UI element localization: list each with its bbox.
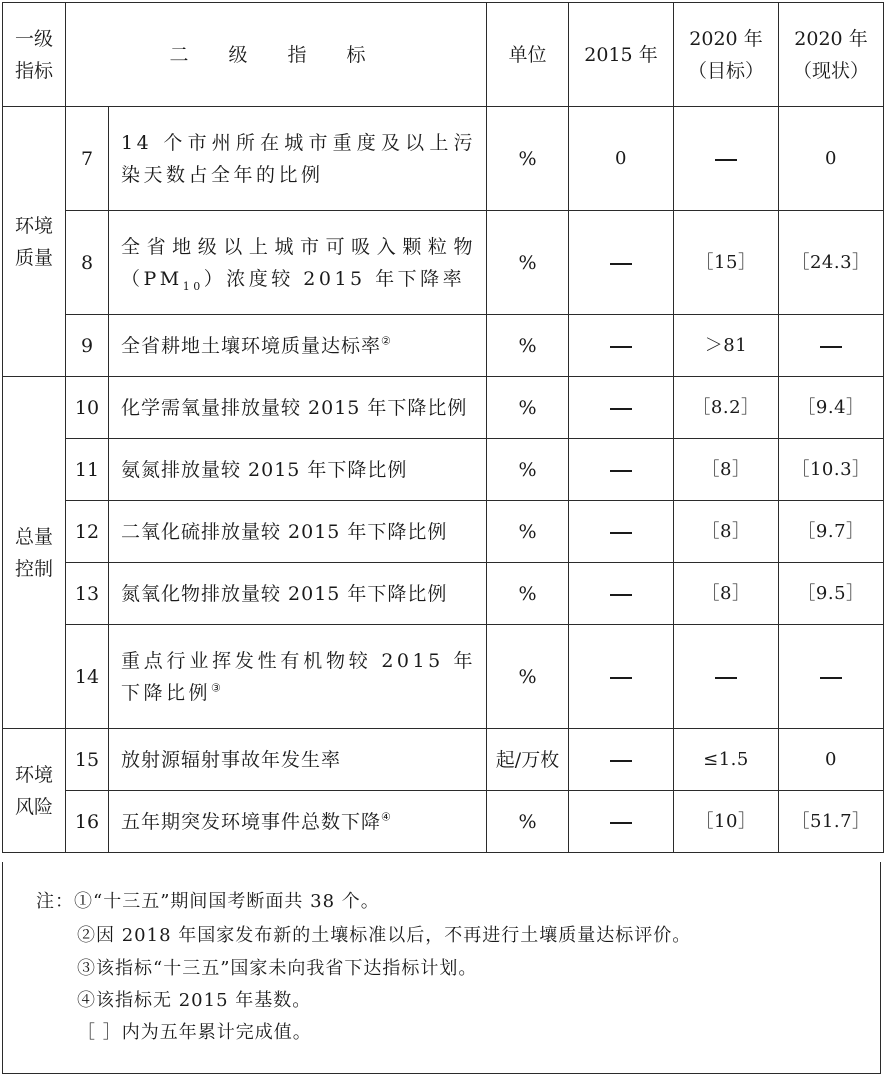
indicator-description	[109, 107, 487, 211]
value-2020-status	[779, 439, 884, 501]
pm-subscript: 10	[182, 279, 204, 293]
indicator-text: 全省耕地土壤环境质量达标率	[121, 334, 382, 357]
notes-box	[2, 862, 881, 1074]
value-2015-dash	[610, 263, 632, 265]
footnote-marker: ④	[381, 810, 392, 824]
unit-text: %	[518, 810, 537, 833]
unit-text: %	[518, 251, 537, 274]
value-2020-status	[779, 625, 884, 729]
category-cell	[3, 377, 66, 729]
unit-cell	[487, 315, 569, 377]
header-level1	[3, 3, 66, 107]
unit-cell	[487, 211, 569, 315]
indicator-description	[109, 501, 487, 563]
row-number-text: 8	[80, 251, 94, 274]
value-2020-status	[779, 315, 884, 377]
unit-text: %	[518, 520, 537, 543]
value-2020-target-text: ＞81	[704, 335, 748, 356]
row-number	[66, 791, 109, 853]
header-2015-text: 2015 年	[584, 43, 658, 66]
value-2020-status-text: ［10.3］	[791, 459, 871, 480]
indicator-table	[2, 2, 884, 853]
indicator-text: 重点行业挥发性有机物较 2015 年下降比例	[121, 649, 476, 704]
value-2020-status	[779, 501, 884, 563]
header-level1-text: 一级指标	[14, 27, 53, 82]
row-number-text: 13	[74, 582, 100, 605]
row-number-text: 14	[74, 665, 100, 688]
table-row	[3, 501, 884, 563]
unit-text: 起/万枚	[495, 748, 560, 771]
unit-cell	[487, 107, 569, 211]
row-number	[66, 501, 109, 563]
indicator-description	[109, 563, 487, 625]
note-line: 注：①“十三五”期间国考断面共 38 个。	[36, 891, 380, 912]
indicator-text-part1: 全省地级以上城市可吸入颗粒物（PM	[121, 235, 476, 290]
value-2020-target-text: ［8］	[701, 459, 751, 480]
header-unit	[487, 3, 569, 107]
note-line: ②因 2018 年国家发布新的土壤标准以后，不再进行土壤质量达标评价。	[77, 925, 692, 946]
value-2020-target	[674, 315, 779, 377]
value-2015-dash	[610, 677, 632, 679]
value-2015	[569, 501, 674, 563]
unit-text: %	[518, 665, 537, 688]
unit-cell	[487, 729, 569, 791]
table-row	[3, 729, 884, 791]
value-2015-dash	[610, 760, 632, 762]
value-2020-status-text: 0	[825, 148, 837, 169]
value-2020-status	[779, 107, 884, 211]
category-cell	[3, 729, 66, 853]
value-2015	[569, 315, 674, 377]
table-row	[3, 791, 884, 853]
footnote-marker: ③	[211, 681, 225, 695]
value-2015	[569, 563, 674, 625]
unit-text: %	[518, 334, 537, 357]
value-2015-dash	[610, 346, 632, 348]
value-2020-target	[674, 625, 779, 729]
note-line: ③该指标“十三五”国家未向我省下达指标计划。	[77, 958, 478, 979]
value-2015-text: 0	[615, 148, 627, 169]
indicator-description	[109, 377, 487, 439]
indicator-text: 氮氧化物排放量较 2015 年下降比例	[121, 582, 448, 605]
value-2020-target-text: ［8］	[701, 583, 751, 604]
unit-cell	[487, 501, 569, 563]
value-2015-dash	[610, 822, 632, 824]
indicator-description	[109, 211, 487, 315]
header-2015	[569, 3, 674, 107]
header-unit-text: 单位	[508, 43, 547, 66]
header-row	[3, 3, 884, 107]
value-2020-target	[674, 791, 779, 853]
indicator-text: 化学需氧量排放量较 2015 年下降比例	[121, 396, 468, 419]
value-2020-target-text: ［8］	[701, 521, 751, 542]
unit-text: %	[518, 396, 537, 419]
value-2020-target	[674, 377, 779, 439]
unit-cell	[487, 377, 569, 439]
table-row	[3, 625, 884, 729]
value-2020-status-text: ［9.5］	[797, 583, 865, 604]
header-2020-target-text: 2020 年（目标）	[688, 27, 765, 82]
row-number-text: 9	[80, 334, 94, 357]
row-number	[66, 563, 109, 625]
indicator-description	[109, 439, 487, 501]
value-2020-target-text: ［15］	[695, 252, 757, 273]
value-2020-status	[779, 791, 884, 853]
indicator-text: 五年期突发环境事件总数下降	[121, 810, 382, 833]
indicator-text: 二氧化硫排放量较 2015 年下降比例	[121, 520, 448, 543]
row-number	[66, 211, 109, 315]
value-2015-dash	[610, 532, 632, 534]
unit-text: %	[518, 458, 537, 481]
table-row	[3, 107, 884, 211]
row-number	[66, 439, 109, 501]
value-2020-status-dash	[820, 677, 842, 679]
unit-cell	[487, 791, 569, 853]
value-2015	[569, 211, 674, 315]
category-name: 环境质量	[14, 214, 53, 269]
value-2015-dash	[610, 408, 632, 410]
category-name: 环境风险	[14, 763, 53, 818]
indicator-description	[109, 315, 487, 377]
value-2015	[569, 791, 674, 853]
value-2020-target	[674, 211, 779, 315]
category-cell	[3, 107, 66, 377]
category-name: 总量控制	[14, 525, 53, 580]
header-level2	[66, 3, 487, 107]
indicator-text: 氨氮排放量较 2015 年下降比例	[121, 458, 408, 481]
indicator-description	[109, 625, 487, 729]
header-level2-text: 二 级 指 标	[169, 43, 383, 66]
header-2020-target	[674, 3, 779, 107]
row-number-text: 15	[74, 748, 100, 771]
note-line: ④该指标无 2015 年基数。	[77, 990, 312, 1011]
value-2020-status-text: ［9.4］	[797, 397, 865, 418]
table-row	[3, 211, 884, 315]
row-number-text: 12	[74, 520, 100, 543]
value-2020-status	[779, 377, 884, 439]
row-number-text: 10	[74, 396, 100, 419]
unit-cell	[487, 625, 569, 729]
unit-text: %	[518, 582, 537, 605]
header-2020-status-text: 2020 年（现状）	[793, 27, 870, 82]
value-2020-status-text: ［9.7］	[797, 521, 865, 542]
value-2020-status-text: ［24.3］	[791, 252, 871, 273]
header-2020-status	[779, 3, 884, 107]
value-2015	[569, 107, 674, 211]
note-line: ［ ］内为五年累计完成值。	[77, 1022, 312, 1043]
row-number	[66, 315, 109, 377]
value-2020-status	[779, 211, 884, 315]
value-2015-dash	[610, 594, 632, 596]
value-2015	[569, 625, 674, 729]
row-number-text: 16	[74, 810, 100, 833]
indicator-text-part2: ）浓度较 2015 年下降率	[203, 267, 466, 290]
footnote-marker: ②	[381, 334, 392, 348]
value-2020-status	[779, 729, 884, 791]
row-number-text: 11	[74, 458, 100, 481]
value-2020-target-text: ［10］	[695, 811, 757, 832]
indicator-description	[109, 791, 487, 853]
row-number-text: 7	[80, 147, 94, 170]
unit-cell	[487, 439, 569, 501]
indicator-text: 放射源辐射事故年发生率	[121, 748, 342, 771]
value-2020-target	[674, 107, 779, 211]
value-2020-target	[674, 439, 779, 501]
row-number	[66, 107, 109, 211]
row-number	[66, 625, 109, 729]
value-2015-dash	[610, 470, 632, 472]
value-2020-status	[779, 563, 884, 625]
value-2015	[569, 377, 674, 439]
value-2020-target	[674, 563, 779, 625]
unit-text: %	[518, 147, 537, 170]
table-row	[3, 315, 884, 377]
value-2020-target	[674, 501, 779, 563]
value-2015	[569, 729, 674, 791]
table-row	[3, 377, 884, 439]
value-2020-status-text: 0	[825, 749, 837, 770]
value-2020-status-text: ［51.7］	[791, 811, 871, 832]
row-number	[66, 377, 109, 439]
row-number	[66, 729, 109, 791]
unit-cell	[487, 563, 569, 625]
value-2020-status-dash	[820, 346, 842, 348]
value-2015	[569, 439, 674, 501]
value-2020-target-dash	[715, 677, 737, 679]
value-2020-target-dash	[715, 159, 737, 161]
indicator-description	[109, 729, 487, 791]
value-2020-target-text: ≤1.5	[703, 749, 749, 770]
indicator-text: 14 个市州所在城市重度及以上污染天数占全年的比例	[121, 131, 476, 186]
value-2020-target-text: ［8.2］	[692, 397, 760, 418]
value-2020-target	[674, 729, 779, 791]
table-row	[3, 563, 884, 625]
table-row	[3, 439, 884, 501]
